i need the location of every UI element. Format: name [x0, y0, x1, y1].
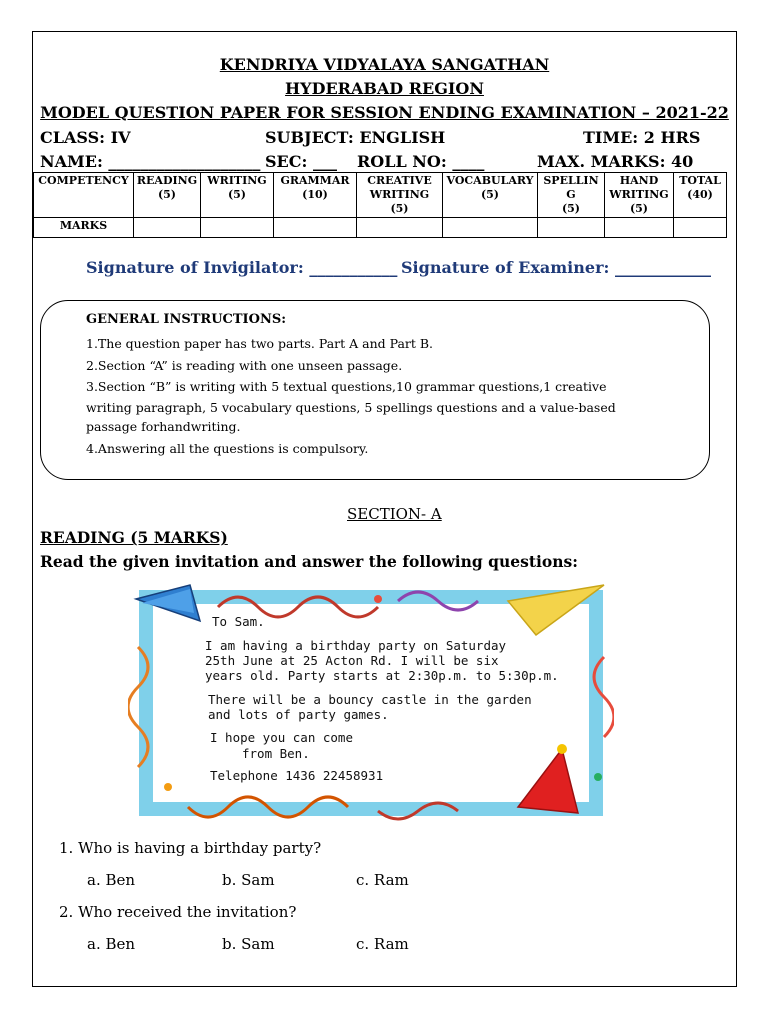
roll-no-field: ROLL NO: ____ — [357, 152, 485, 171]
reading-title: READING (5 MARKS) — [40, 528, 228, 547]
col-spelling: SPELLIN G (5) — [538, 173, 605, 218]
exam-title: MODEL QUESTION PAPER FOR SESSION ENDING EXAMINATION – 2021-22 — [40, 103, 729, 122]
school-name: KENDRIYA VIDYALAYA SANGATHAN — [219, 55, 550, 74]
invitation-line: I hope you can come — [210, 730, 353, 745]
invitation-line: I am having a birthday party on Saturday — [205, 638, 507, 653]
marks-cell[interactable] — [443, 218, 538, 238]
invitation-line: There will be a bouncy castle in the garden — [208, 692, 532, 707]
instruction-item: passage forhandwriting. — [86, 419, 241, 434]
instructions-title: GENERAL INSTRUCTIONS: — [86, 312, 287, 327]
marks-row-label: MARKS — [34, 218, 134, 238]
invitation-line: from Ben. — [242, 746, 310, 761]
invigilator-signature: Signature of Invigilator: ___________ — [86, 258, 398, 277]
col-reading: READING (5) — [134, 173, 201, 218]
marks-table — [33, 172, 727, 238]
instruction-item: writing paragraph, 5 vocabulary questions, 5 spellings questions and a value-based — [86, 400, 616, 415]
name-field: NAME: ___________________ — [40, 152, 261, 171]
section-a-title: SECTION- A — [347, 505, 442, 523]
invitation-line: Telephone 1436 22458931 — [210, 768, 384, 783]
invitation-line: 25th June at 25 Acton Rd. I will be six — [205, 653, 499, 668]
class-label: CLASS: IV — [40, 128, 131, 147]
col-vocabulary: VOCABULARY (5) — [443, 173, 538, 218]
col-hand-writing: HAND WRITING (5) — [605, 173, 674, 218]
question-1-option-b: b. Sam — [222, 871, 275, 889]
subject-label: SUBJECT: ENGLISH — [265, 128, 446, 147]
invitation-card — [128, 577, 614, 825]
invitation-line: years old. Party starts at 2:30p.m. to 5:30p.m. — [205, 668, 559, 683]
marks-cell[interactable] — [674, 218, 727, 238]
time-label: TIME: 2 HRS — [583, 128, 701, 147]
marks-cell[interactable] — [274, 218, 357, 238]
instruction-item: 4.Answering all the questions is compulsory. — [86, 441, 369, 456]
marks-cell[interactable] — [605, 218, 674, 238]
question-2: 2. Who received the invitation? — [59, 903, 297, 921]
col-creative-writing: CREATIVE WRITING (5) — [357, 173, 443, 218]
instruction-item: 2.Section “A” is reading with one unseen passage. — [86, 358, 403, 373]
marks-cell[interactable] — [357, 218, 443, 238]
question-2-option-a: a. Ben — [87, 935, 136, 953]
marks-header-row — [34, 173, 727, 218]
marks-cell[interactable] — [538, 218, 605, 238]
invitation-line: and lots of party games. — [208, 707, 389, 722]
question-1-option-a: a. Ben — [87, 871, 136, 889]
reading-instruction: Read the given invitation and answer the following questions: — [40, 552, 578, 571]
question-2-option-b: b. Sam — [222, 935, 275, 953]
max-marks-label: MAX. MARKS: 40 — [537, 152, 694, 171]
col-grammar: GRAMMAR (10) — [274, 173, 357, 218]
examiner-signature: Signature of Examiner: ____________ — [401, 258, 711, 277]
question-1: 1. Who is having a birthday party? — [59, 839, 322, 857]
invitation-line: To Sam. — [212, 614, 265, 629]
col-competency: COMPETENCY — [34, 173, 134, 218]
question-2-option-c: c. Ram — [356, 935, 409, 953]
region-name: HYDERABAD REGION — [285, 79, 484, 98]
instruction-item: 3.Section “B” is writing with 5 textual questions,10 grammar questions,1 creative — [86, 379, 607, 394]
col-total: TOTAL (40) — [674, 173, 727, 218]
question-1-option-c: c. Ram — [356, 871, 409, 889]
col-writing: WRITING (5) — [201, 173, 274, 218]
marks-cell[interactable] — [201, 218, 274, 238]
section-field: SEC: ___ — [265, 152, 337, 171]
instruction-item: 1.The question paper has two parts. Part A and Part B. — [86, 336, 434, 351]
marks-cell[interactable] — [134, 218, 201, 238]
marks-row — [34, 218, 727, 238]
